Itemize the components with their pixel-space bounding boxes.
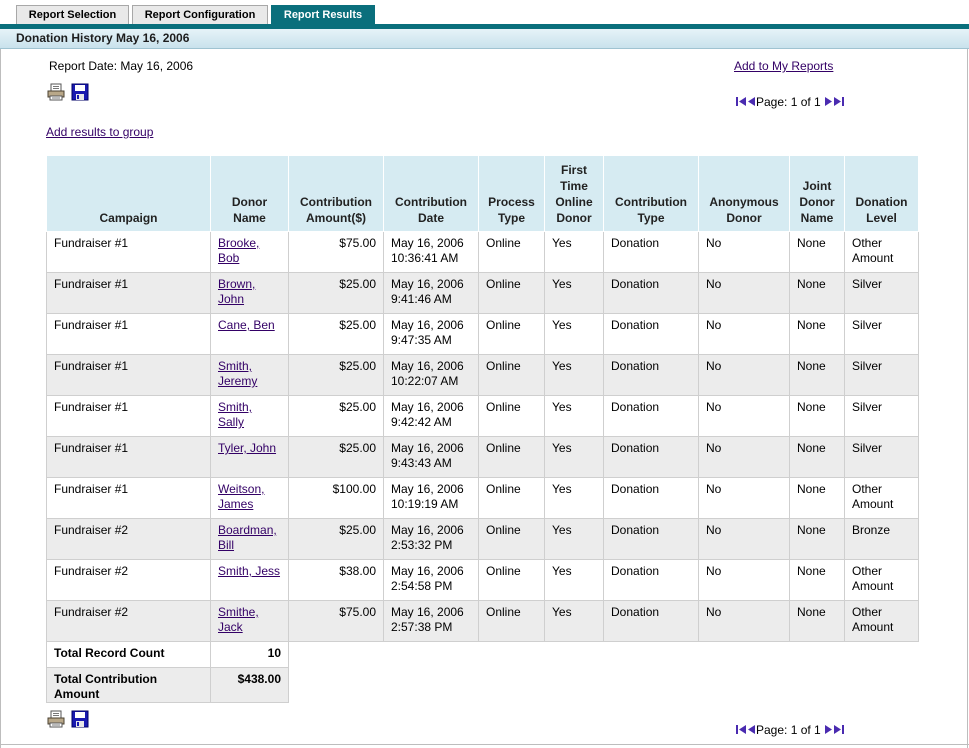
table-row <box>47 478 919 519</box>
campaign-cell: Fundraiser #1 <box>47 396 211 437</box>
column-header[interactable]: First Time Online Donor <box>545 156 604 232</box>
contribution-date-cell: May 16, 2006 9:43:43 AM <box>384 437 479 478</box>
column-header[interactable]: Contribution Amount($) <box>289 156 384 232</box>
donor-name-cell <box>211 232 289 273</box>
contribution-amount-cell: $25.00 <box>289 519 384 560</box>
donor-name-link[interactable]: Boardman, Bill <box>218 523 277 552</box>
anonymous-donor-cell: No <box>699 396 790 437</box>
first-page-icon[interactable] <box>736 96 747 110</box>
donation-level-cell: Other Amount <box>845 601 919 642</box>
pager-top <box>736 95 844 110</box>
add-results-to-group-link[interactable]: Add results to group <box>46 125 154 139</box>
donor-name-cell <box>211 560 289 601</box>
first-time-online-donor-cell: Yes <box>545 519 604 560</box>
process-type-cell: Online <box>479 273 545 314</box>
donor-name-cell <box>211 601 289 642</box>
contribution-amount-cell: $75.00 <box>289 601 384 642</box>
first-time-online-donor-cell: Yes <box>545 273 604 314</box>
table-row <box>47 273 919 314</box>
contribution-amount-cell: $25.00 <box>289 437 384 478</box>
anonymous-donor-cell: No <box>699 437 790 478</box>
table-row <box>47 601 919 642</box>
donation-level-cell: Other Amount <box>845 232 919 273</box>
summary-spacer <box>289 668 919 703</box>
frame-border-right <box>967 49 968 748</box>
donor-name-link[interactable]: Tyler, John <box>218 441 277 455</box>
anonymous-donor-cell: No <box>699 519 790 560</box>
column-header[interactable]: Contribution Date <box>384 156 479 232</box>
contribution-type-cell: Donation <box>604 314 699 355</box>
donation-level-cell: Other Amount <box>845 560 919 601</box>
donor-name-cell <box>211 519 289 560</box>
joint-donor-name-cell: None <box>790 273 845 314</box>
contribution-amount-cell: $25.00 <box>289 273 384 314</box>
report-date: Report Date: May 16, 2006 <box>49 59 194 73</box>
contribution-type-cell: Donation <box>604 273 699 314</box>
donation-level-cell: Bronze <box>845 519 919 560</box>
contribution-type-cell: Donation <box>604 478 699 519</box>
tab-strip <box>0 0 969 30</box>
summary-label: Total Contribution Amount <box>47 668 211 703</box>
tab-report-configuration[interactable]: Report Configuration <box>132 5 268 24</box>
donor-name-cell <box>211 314 289 355</box>
campaign-cell: Fundraiser #1 <box>47 355 211 396</box>
process-type-cell: Online <box>479 478 545 519</box>
report-title-bar <box>0 29 969 49</box>
donor-name-link[interactable]: Smith, Jeremy <box>218 359 258 388</box>
donation-level-cell: Other Amount <box>845 478 919 519</box>
campaign-cell: Fundraiser #1 <box>47 273 211 314</box>
process-type-cell: Online <box>479 355 545 396</box>
donation-level-cell: Silver <box>845 396 919 437</box>
contribution-type-cell: Donation <box>604 355 699 396</box>
campaign-cell: Fundraiser #2 <box>47 519 211 560</box>
contribution-type-cell: Donation <box>604 519 699 560</box>
page-title: Donation History May 16, 2006 <box>16 31 190 45</box>
summary-label: Total Record Count <box>47 642 211 668</box>
printer-icon[interactable] <box>47 83 65 101</box>
first-time-online-donor-cell: Yes <box>545 601 604 642</box>
first-time-online-donor-cell: Yes <box>545 437 604 478</box>
donation-level-cell: Silver <box>845 314 919 355</box>
first-time-online-donor-cell: Yes <box>545 314 604 355</box>
first-page-icon[interactable] <box>736 724 747 738</box>
campaign-cell: Fundraiser #1 <box>47 478 211 519</box>
previous-page-icon[interactable] <box>747 96 756 110</box>
contribution-amount-cell: $100.00 <box>289 478 384 519</box>
table-header-row <box>47 156 919 232</box>
column-header[interactable]: Campaign <box>47 156 211 232</box>
column-header[interactable]: Contribution Type <box>604 156 699 232</box>
contribution-amount-cell: $25.00 <box>289 396 384 437</box>
anonymous-donor-cell: No <box>699 314 790 355</box>
floppy-disk-icon[interactable] <box>71 710 89 728</box>
contribution-type-cell: Donation <box>604 560 699 601</box>
joint-donor-name-cell: None <box>790 560 845 601</box>
joint-donor-name-cell: None <box>790 314 845 355</box>
process-type-cell: Online <box>479 396 545 437</box>
tab-report-results[interactable]: Report Results <box>271 5 375 25</box>
campaign-cell: Fundraiser #1 <box>47 314 211 355</box>
last-page-icon[interactable] <box>833 724 844 738</box>
joint-donor-name-cell: None <box>790 437 845 478</box>
table-row <box>47 437 919 478</box>
donor-name-cell <box>211 437 289 478</box>
donation-level-cell: Silver <box>845 355 919 396</box>
column-header[interactable]: Donation Level <box>845 156 919 232</box>
summary-spacer <box>289 642 919 668</box>
contribution-amount-cell: $25.00 <box>289 314 384 355</box>
tab-report-selection[interactable]: Report Selection <box>16 5 129 24</box>
summary-value: $438.00 <box>211 668 289 703</box>
campaign-cell: Fundraiser #1 <box>47 437 211 478</box>
anonymous-donor-cell: No <box>699 560 790 601</box>
page-indicator: Page: 1 of 1 <box>756 95 821 109</box>
campaign-cell: Fundraiser #2 <box>47 601 211 642</box>
contribution-date-cell: May 16, 2006 10:36:41 AM <box>384 232 479 273</box>
table-row <box>47 355 919 396</box>
joint-donor-name-cell: None <box>790 478 845 519</box>
joint-donor-name-cell: None <box>790 232 845 273</box>
summary-value: 10 <box>211 642 289 668</box>
first-time-online-donor-cell: Yes <box>545 232 604 273</box>
anonymous-donor-cell: No <box>699 232 790 273</box>
frame-border-bottom <box>0 744 969 745</box>
column-header[interactable]: Process Type <box>479 156 545 232</box>
add-to-my-reports-link[interactable]: Add to My Reports <box>734 59 834 73</box>
column-header[interactable]: Anonymous Donor <box>699 156 790 232</box>
process-type-cell: Online <box>479 601 545 642</box>
previous-page-icon[interactable] <box>747 724 756 738</box>
donor-name-link[interactable]: Brooke, Bob <box>218 236 260 265</box>
anonymous-donor-cell: No <box>699 273 790 314</box>
contribution-date-cell: May 16, 2006 9:47:35 AM <box>384 314 479 355</box>
donor-name-link[interactable]: Smith, Sally <box>218 400 253 429</box>
donor-name-link[interactable]: Cane, Ben <box>218 318 275 332</box>
joint-donor-name-cell: None <box>790 355 845 396</box>
table-row <box>47 314 919 355</box>
last-page-icon[interactable] <box>833 96 844 110</box>
contribution-date-cell: May 16, 2006 9:41:46 AM <box>384 273 479 314</box>
contribution-date-cell: May 16, 2006 9:42:42 AM <box>384 396 479 437</box>
donation-level-cell: Silver <box>845 437 919 478</box>
pager-bottom <box>736 723 844 738</box>
donor-name-link[interactable]: Smith, Jess <box>218 564 281 578</box>
table-row <box>47 519 919 560</box>
process-type-cell: Online <box>479 560 545 601</box>
donor-name-cell <box>211 273 289 314</box>
donor-name-link[interactable]: Brown, John <box>218 277 256 306</box>
donor-name-cell <box>211 396 289 437</box>
table-row <box>47 560 919 601</box>
contribution-date-cell: May 16, 2006 2:54:58 PM <box>384 560 479 601</box>
donor-name-cell <box>211 478 289 519</box>
results-table <box>46 155 919 703</box>
table-row <box>47 232 919 273</box>
contribution-date-cell: May 16, 2006 10:22:07 AM <box>384 355 479 396</box>
anonymous-donor-cell: No <box>699 355 790 396</box>
next-page-icon[interactable] <box>824 96 833 110</box>
anonymous-donor-cell: No <box>699 478 790 519</box>
printer-icon[interactable] <box>47 710 65 728</box>
page-indicator: Page: 1 of 1 <box>756 723 821 737</box>
contribution-type-cell: Donation <box>604 232 699 273</box>
process-type-cell: Online <box>479 232 545 273</box>
first-time-online-donor-cell: Yes <box>545 478 604 519</box>
contribution-amount-cell: $25.00 <box>289 355 384 396</box>
first-time-online-donor-cell: Yes <box>545 396 604 437</box>
joint-donor-name-cell: None <box>790 519 845 560</box>
contribution-type-cell: Donation <box>604 396 699 437</box>
contribution-date-cell: May 16, 2006 2:53:32 PM <box>384 519 479 560</box>
joint-donor-name-cell: None <box>790 396 845 437</box>
column-header[interactable]: Joint Donor Name <box>790 156 845 232</box>
campaign-cell: Fundraiser #1 <box>47 232 211 273</box>
process-type-cell: Online <box>479 314 545 355</box>
donor-name-link[interactable]: Smithe, Jack <box>218 605 259 634</box>
next-page-icon[interactable] <box>824 724 833 738</box>
joint-donor-name-cell: None <box>790 601 845 642</box>
contribution-date-cell: May 16, 2006 2:57:38 PM <box>384 601 479 642</box>
frame-border-left <box>0 49 1 748</box>
process-type-cell: Online <box>479 519 545 560</box>
donor-name-cell <box>211 355 289 396</box>
donor-name-link[interactable]: Weitson, James <box>218 482 265 511</box>
floppy-disk-icon[interactable] <box>71 83 89 101</box>
column-header[interactable]: Donor Name <box>211 156 289 232</box>
donation-level-cell: Silver <box>845 273 919 314</box>
summary-row-total-amount <box>47 668 919 703</box>
contribution-amount-cell: $75.00 <box>289 232 384 273</box>
table-row <box>47 396 919 437</box>
contribution-amount-cell: $38.00 <box>289 560 384 601</box>
summary-row-record-count <box>47 642 919 668</box>
first-time-online-donor-cell: Yes <box>545 355 604 396</box>
campaign-cell: Fundraiser #2 <box>47 560 211 601</box>
contribution-type-cell: Donation <box>604 601 699 642</box>
contribution-type-cell: Donation <box>604 437 699 478</box>
process-type-cell: Online <box>479 437 545 478</box>
first-time-online-donor-cell: Yes <box>545 560 604 601</box>
contribution-date-cell: May 16, 2006 10:19:19 AM <box>384 478 479 519</box>
anonymous-donor-cell: No <box>699 601 790 642</box>
